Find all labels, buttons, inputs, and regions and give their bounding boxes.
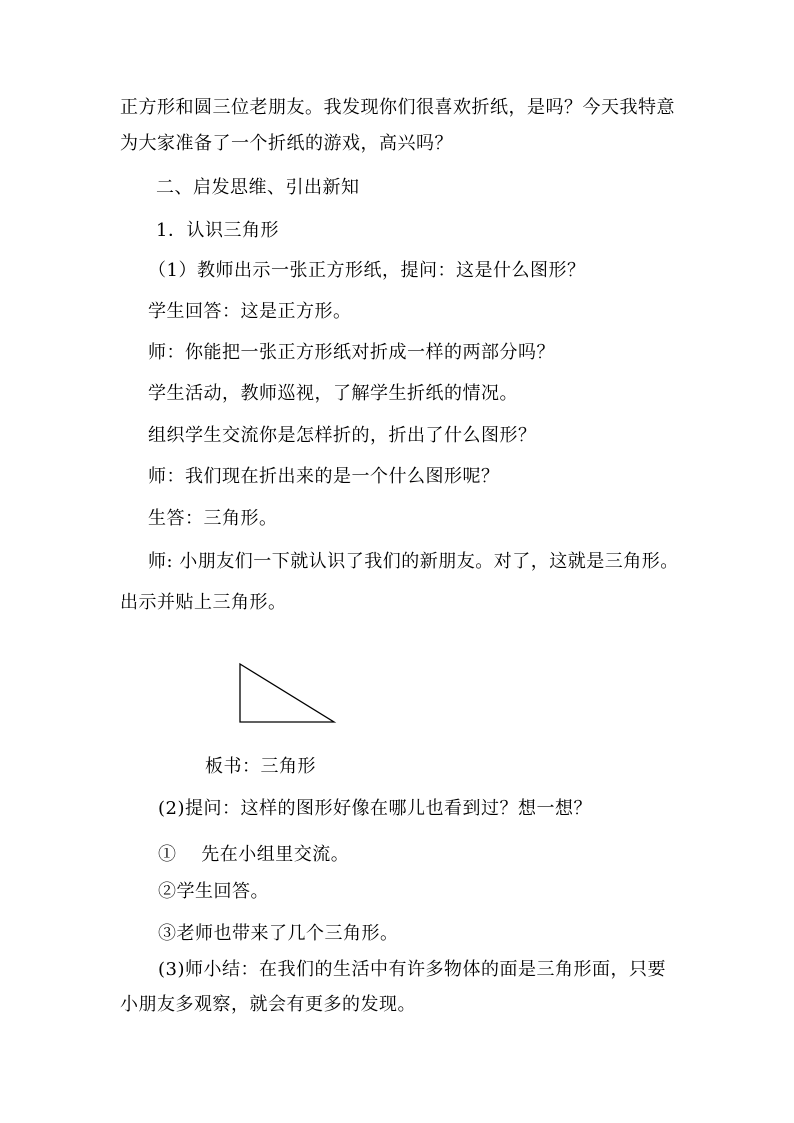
text-line-15: (2)提问：这样的图形好像在哪儿也看到过？想一想？: [158, 798, 592, 819]
text-line-13: 出示并贴上三角形。: [120, 592, 287, 613]
triangle-shape: [240, 664, 334, 722]
subsection-heading: 1．认识三角形: [156, 220, 279, 241]
text-line-9: 组织学生交流你是怎样折的，折出了什么图形？: [148, 425, 537, 446]
text-line-7: 师：你能把一张正方形纸对折成一样的两部分吗？: [148, 342, 555, 363]
list-item-3: ③老师也带来了几个三角形。: [158, 923, 399, 944]
text-line-6: 学生回答：这是正方形。: [148, 301, 352, 322]
text-line-11: 生答：三角形。: [148, 508, 278, 529]
list-item-2: ②学生回答。: [158, 881, 269, 902]
text-line-19: (3)师小结：在我们的生活中有许多物体的面是三角形面，只要: [158, 959, 666, 980]
text-line-12: 师: 小朋友们一下就认识了我们的新朋友。对了，这就是三角形。: [148, 551, 679, 572]
text-line-5: （1）教师出示一张正方形纸，提问：这是什么图形？: [148, 260, 586, 281]
text-line-20: 小朋友多观察，就会有更多的发现。: [120, 994, 416, 1015]
text-line-8: 学生活动，教师巡视，了解学生折纸的情况。: [148, 383, 518, 404]
text-line-2: 为大家准备了一个折纸的游戏，高兴吗？: [120, 133, 453, 154]
section-heading: 二、启发思维、引出新知: [156, 177, 360, 198]
text-line-1: 正方形和圆三位老朋友。我发现你们很喜欢折纸，是吗？今天我特意: [120, 97, 675, 118]
board-note: 板书：三角形: [205, 756, 316, 777]
right-triangle-figure: [236, 660, 338, 726]
list-item-1: ① 先在小组里交流。: [158, 844, 350, 865]
text-line-10: 师：我们现在折出来的是一个什么图形呢？: [148, 466, 500, 487]
